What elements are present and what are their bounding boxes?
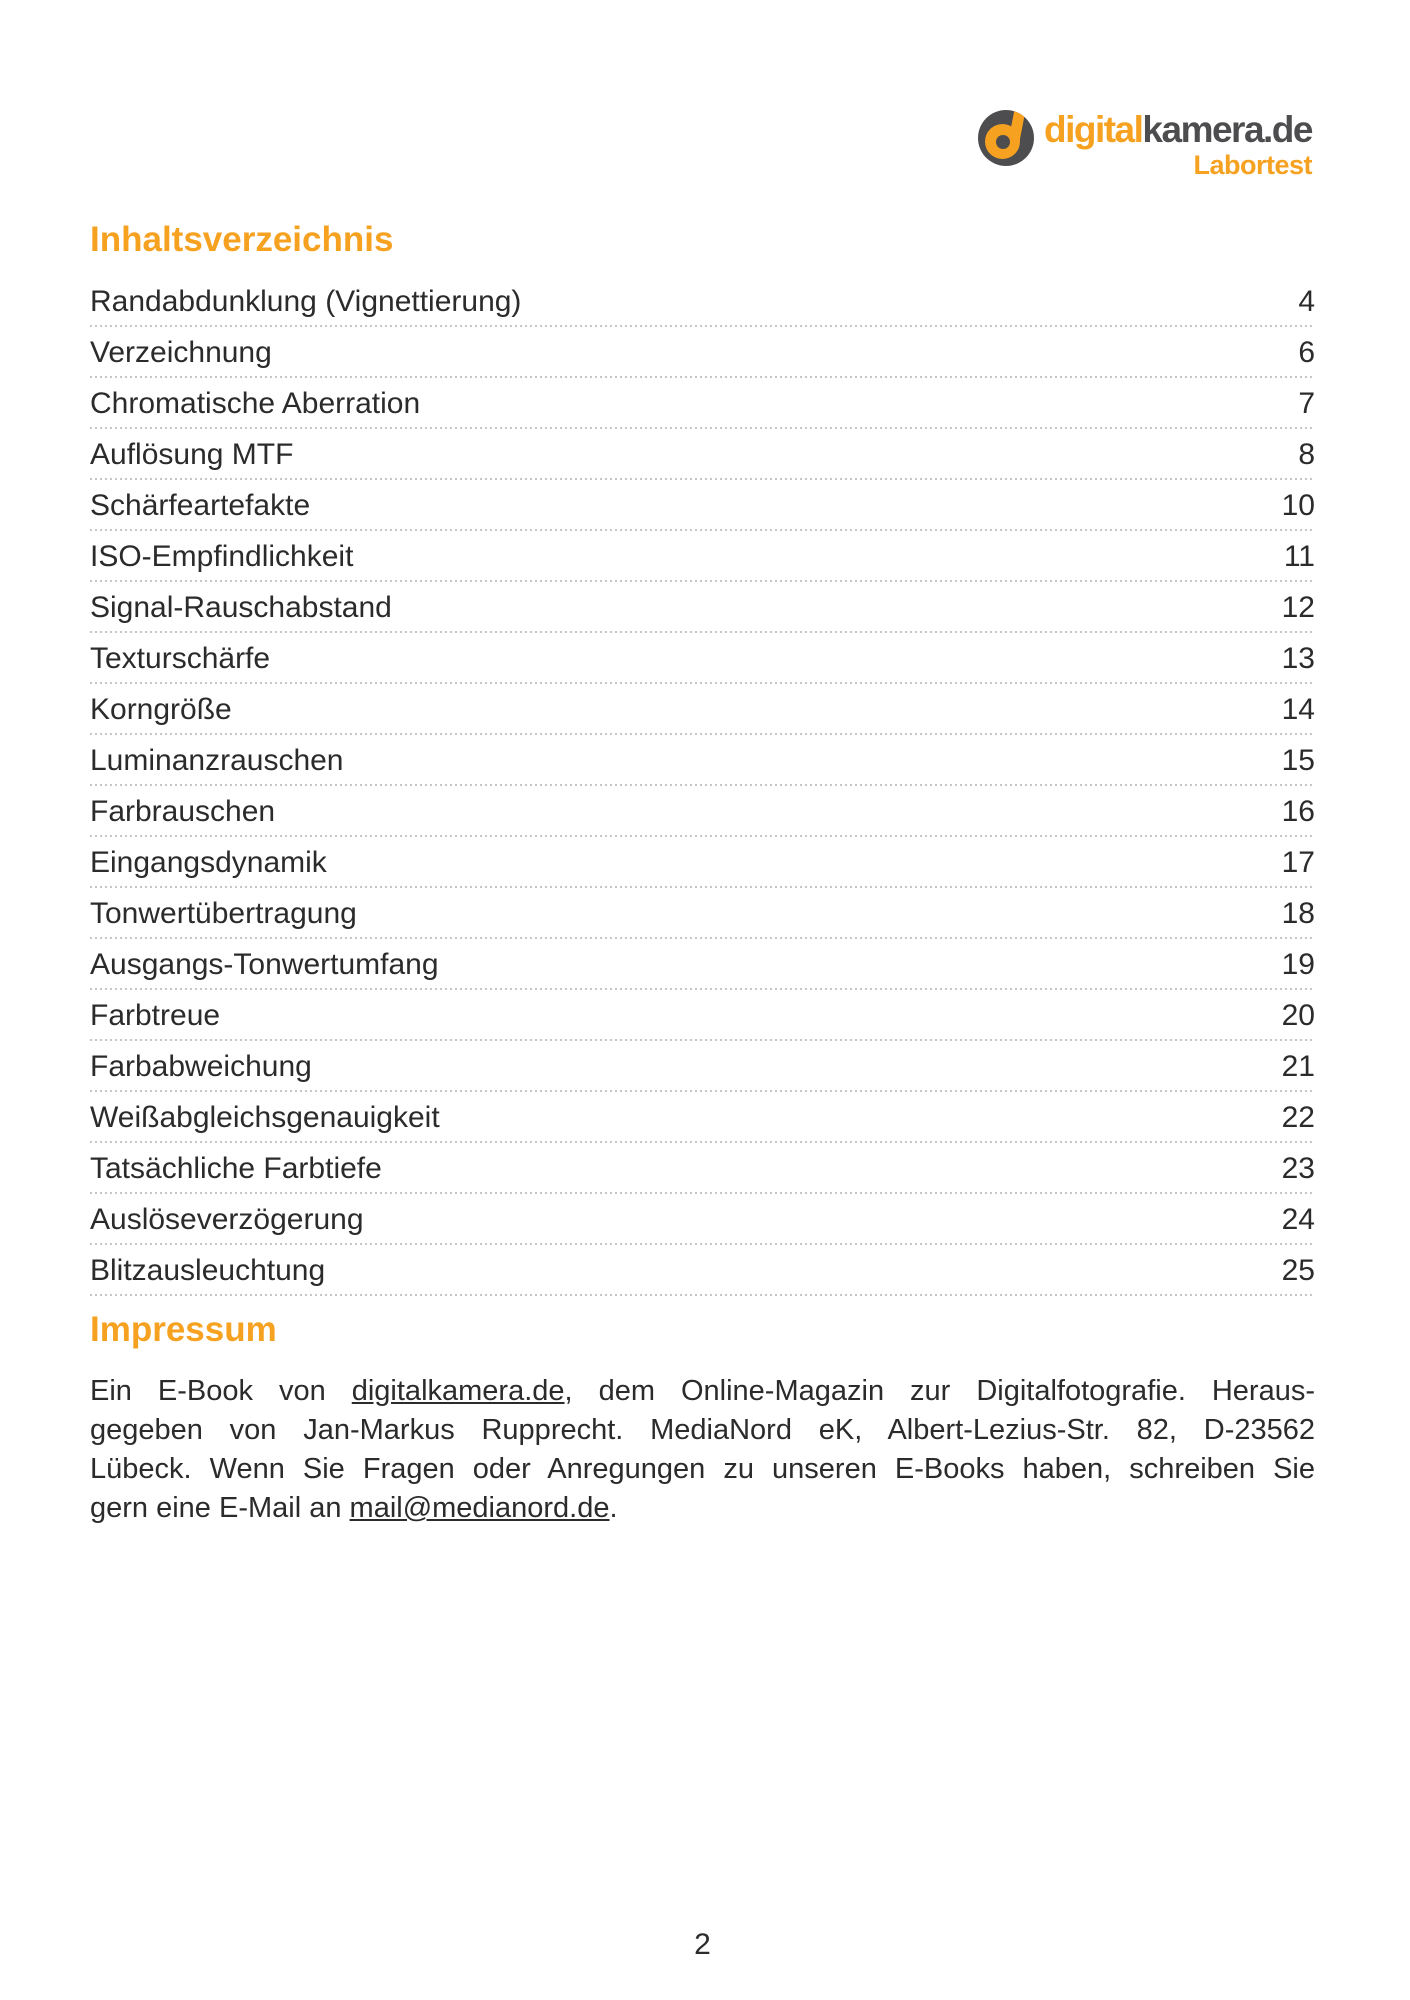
toc-row[interactable]	[90, 480, 1315, 531]
toc-entry-title[interactable]: Farbtreue	[90, 999, 221, 1032]
toc-entry-title[interactable]: Ausgangs-Tonwertumfang	[90, 948, 439, 981]
toc-entry-page: 15	[1281, 744, 1315, 777]
toc-row[interactable]	[90, 1143, 1315, 1194]
toc-entry-page: 11	[1283, 540, 1315, 573]
toc-heading: Inhaltsverzeichnis	[90, 220, 394, 259]
toc-entry-title[interactable]: Korngröße	[90, 693, 232, 726]
toc-entry-title[interactable]: Auslöseverzögerung	[90, 1203, 364, 1236]
toc-row[interactable]	[90, 531, 1315, 582]
toc-entry-page: 13	[1281, 642, 1315, 675]
toc-entry-page: 21	[1281, 1050, 1315, 1083]
toc-entry-title[interactable]: Texturschärfe	[90, 642, 271, 675]
toc-entry-page: 23	[1281, 1152, 1315, 1185]
impressum-line-3: Lübeck. Wenn Sie Fragen oder Anregungen zu unseren E-Books haben, schreiben Sie	[90, 1453, 1315, 1485]
toc-row[interactable]	[90, 633, 1315, 684]
toc-row[interactable]	[90, 888, 1315, 939]
toc-row[interactable]	[90, 378, 1315, 429]
toc-entry-page: 8	[1298, 438, 1315, 471]
toc-entry-page: 4	[1298, 285, 1315, 318]
toc-entry-page: 14	[1281, 693, 1315, 726]
toc-entry-page: 24	[1281, 1203, 1315, 1236]
toc-entry-title[interactable]: Auflösung MTF	[90, 438, 294, 471]
toc-entry-title[interactable]: Verzeichnung	[90, 336, 272, 369]
toc-entry-title[interactable]: Blitzausleuchtung	[90, 1254, 326, 1287]
toc-row[interactable]	[90, 837, 1315, 888]
toc-entry-title[interactable]: Randabdunklung (Vignettierung)	[90, 285, 522, 318]
toc-row[interactable]	[90, 429, 1315, 480]
toc-row[interactable]	[90, 990, 1315, 1041]
impressum-line-2: gegeben von Jan-Markus Rupprecht. MediaNord eK, Albert-Lezius-Str. 82, D-23562	[90, 1414, 1315, 1446]
impressum-line-1	[90, 1372, 1315, 1411]
brand-word-digital: digital	[1043, 109, 1143, 150]
toc-row[interactable]	[90, 582, 1315, 633]
impressum-paragraph	[90, 1372, 1315, 1528]
toc-entry-page: 17	[1281, 846, 1315, 879]
toc-row[interactable]	[90, 327, 1315, 378]
toc-entry-page: 22	[1281, 1101, 1315, 1134]
impressum-heading: Impressum	[90, 1310, 277, 1349]
toc-entry-title[interactable]: Farbrauschen	[90, 795, 276, 828]
toc-entry-page: 20	[1281, 999, 1315, 1032]
toc-entry-page: 16	[1281, 795, 1315, 828]
toc-entry-page: 12	[1281, 591, 1315, 624]
brand-word-kamera-de: kamera.de	[1142, 109, 1312, 150]
toc-entry-title[interactable]: Weißabgleichsgenauigkeit	[90, 1101, 440, 1134]
impressum-line-4	[90, 1489, 1315, 1528]
page-number: 2	[694, 1928, 711, 1961]
toc-entry-title[interactable]: Tonwertübertragung	[90, 897, 357, 930]
toc-entry-title[interactable]: Schärfeartefakte	[90, 489, 311, 522]
toc-entry-title[interactable]: Signal-Rauschabstand	[90, 591, 392, 624]
toc-entry-title[interactable]: Farbabweichung	[90, 1050, 312, 1083]
digitalkamera-de-link[interactable]: digitalkamera.de	[351, 1375, 565, 1407]
brand-subtitle-labortest: Labortest	[1193, 149, 1312, 180]
toc-entry-title[interactable]: Eingangsdynamik	[90, 846, 327, 879]
toc-row[interactable]	[90, 939, 1315, 990]
toc-list	[90, 276, 1315, 1296]
toc-entry-page: 18	[1281, 897, 1315, 930]
email-link[interactable]: mail@medianord.de	[349, 1492, 610, 1524]
impressum-text: Ein E-Book von	[90, 1375, 352, 1407]
toc-row[interactable]	[90, 1194, 1315, 1245]
toc-entry-page: 19	[1281, 948, 1315, 981]
toc-entry-title[interactable]: Chromatische Aberration	[90, 387, 421, 420]
toc-row[interactable]	[90, 735, 1315, 786]
page-content	[90, 0, 1315, 2000]
toc-row[interactable]	[90, 786, 1315, 837]
impressum-text: , dem Online-Magazin zur Digitalfotografie. Heraus-	[564, 1375, 1316, 1407]
toc-row[interactable]	[90, 276, 1315, 327]
toc-row[interactable]	[90, 684, 1315, 735]
toc-entry-page: 7	[1298, 387, 1315, 420]
impressum-text: .	[609, 1492, 618, 1524]
toc-entry-page: 6	[1298, 336, 1315, 369]
toc-entry-page: 25	[1281, 1254, 1315, 1287]
impressum-text: gern eine E-Mail an	[90, 1492, 350, 1524]
toc-row[interactable]	[90, 1041, 1315, 1092]
toc-entry-page: 10	[1281, 489, 1315, 522]
toc-entry-title[interactable]: Tatsächliche Farbtiefe	[90, 1152, 382, 1185]
toc-entry-title[interactable]: Luminanzrauschen	[90, 744, 344, 777]
toc-row[interactable]	[90, 1245, 1315, 1296]
toc-row[interactable]	[90, 1092, 1315, 1143]
toc-entry-title[interactable]: ISO-Empfindlichkeit	[90, 540, 354, 573]
